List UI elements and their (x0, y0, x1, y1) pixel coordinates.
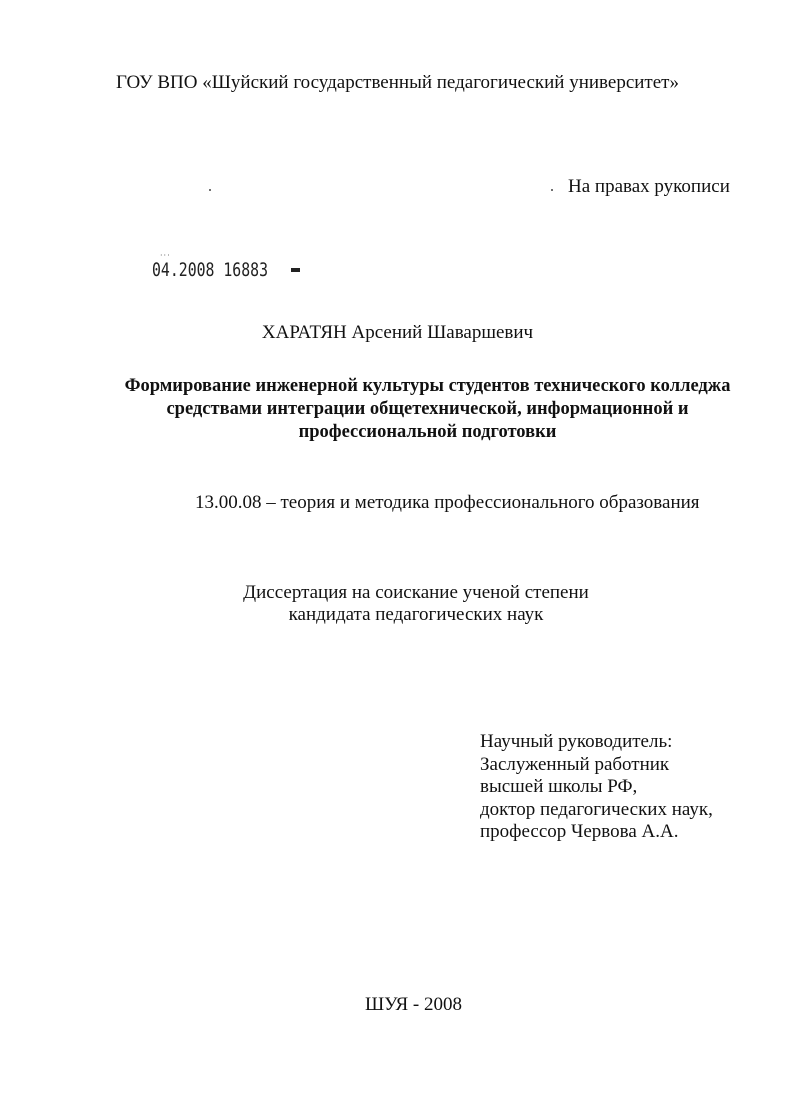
institution-name: ГОУ ВПО «Шуйский государственный педагогический университет» (116, 72, 679, 93)
manuscript-rights-notice: На правах рукописи (568, 176, 730, 197)
degree-line: кандидата педагогических наук (288, 604, 544, 625)
specialty-code: 13.00.08 – теория и методика профессионального образования (195, 492, 700, 513)
thesis-title-line: Формирование инженерной культуры студентов технического колледжа (124, 376, 731, 396)
supervisor-line: доктор педагогических наук, (480, 798, 713, 820)
catalog-stamp-dots: ··· (160, 251, 171, 260)
scan-speck (209, 189, 211, 191)
degree-statement (0, 582, 795, 626)
thesis-title-line: средствами интеграции общетехнической, информационной и (166, 399, 689, 419)
degree-line: Диссертация на соискание ученой степени (243, 582, 589, 603)
thesis-title-line: профессиональной подготовки (298, 422, 557, 442)
catalog-number-stamp: 04.2008 16883 (152, 259, 269, 281)
supervisor-line: Заслуженный работник (480, 753, 670, 775)
supervisor-line: высшей школы РФ, (480, 776, 638, 797)
supervisor-line: Научный руководитель: (480, 731, 673, 752)
scientific-supervisor (480, 731, 713, 844)
scan-speck (551, 189, 553, 191)
city-and-year: ШУЯ - 2008 (365, 994, 462, 1015)
catalog-stamp-mark (291, 268, 300, 272)
author-name: ХАРАТЯН Арсений Шаваршевич (261, 322, 534, 343)
supervisor-line: профессор Червова А.А. (480, 821, 679, 842)
thesis-title (60, 375, 795, 444)
